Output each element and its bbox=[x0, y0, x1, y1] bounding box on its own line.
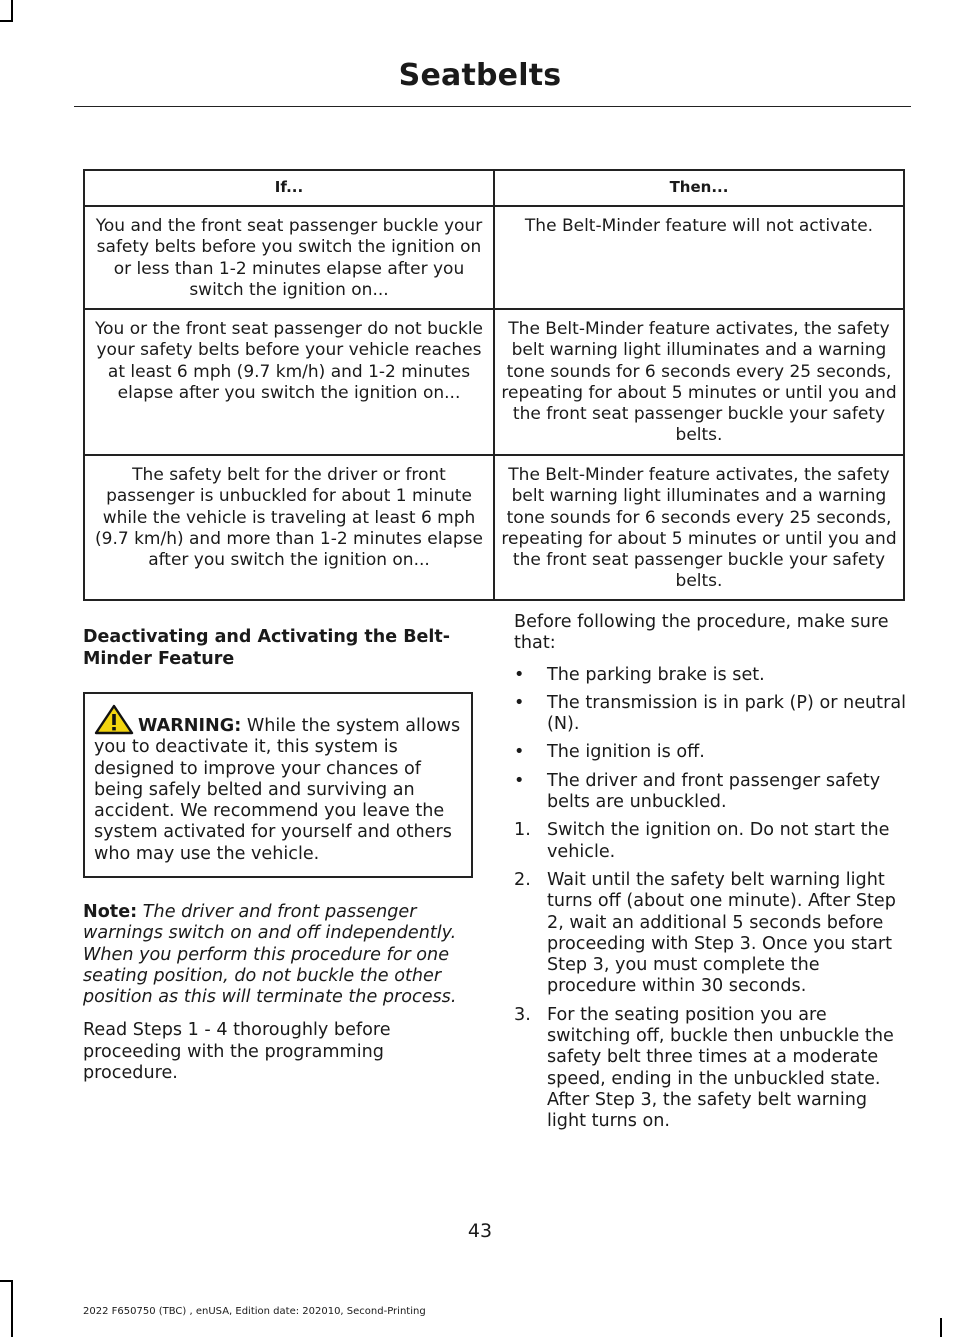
step-text: Switch the ignition on. Do not start the vehicle. bbox=[547, 820, 890, 862]
bullet-marker: • bbox=[514, 692, 525, 713]
crop-mark bbox=[940, 1318, 942, 1337]
list-item bbox=[514, 693, 908, 736]
table-header-row bbox=[84, 170, 904, 206]
note-text: The driver and front passenger warnings switch on and off independently. When you perform this procedure for one seating position, do not buckle the other position as this will terminate the process. bbox=[83, 902, 457, 1008]
bullet-marker: • bbox=[514, 770, 525, 791]
precondition-list bbox=[514, 665, 908, 814]
table-cell: The Belt-Minder feature will not activate. bbox=[494, 206, 904, 309]
table-header-then: Then... bbox=[494, 170, 904, 206]
table-row bbox=[84, 206, 904, 309]
note bbox=[83, 902, 473, 1008]
list-item-text: The transmission is in park (P) or neutral (N). bbox=[547, 692, 906, 735]
table-cell: You or the front seat passenger do not buckle your safety belts before your vehicle reaches at least 6 mph (9.7 km/h) and 1-2 minutes elapse after you switch the ignition on... bbox=[84, 309, 494, 455]
table-cell: The Belt-Minder feature activates, the safety belt warning light illuminates and a warning tone sounds for 6 seconds every 25 seconds, repeating for about 5 minutes or until you and the front seat passenger buckle your safety belts. bbox=[494, 455, 904, 600]
step-item bbox=[514, 1005, 908, 1133]
list-item bbox=[514, 742, 908, 763]
right-column bbox=[514, 612, 908, 1140]
title-divider bbox=[74, 106, 911, 107]
note-label: Note: bbox=[83, 902, 138, 922]
step-text: For the seating position you are switching off, buckle then unbuckle the safety belt three times at a moderate speed, ending in the unbuckled state. After Step 3, the safety belt warning light turns on. bbox=[547, 1004, 894, 1132]
step-number: 2. bbox=[514, 869, 531, 890]
warning-label: WARNING: bbox=[138, 716, 242, 736]
warning-text: While the system allows you to deactivate it, this system is designed to improve your chances of being safely belted and surviving an accident. We recommend you leave the system activated for yourself and others who may use the vehicle. bbox=[94, 716, 461, 864]
list-item-text: The parking brake is set. bbox=[547, 664, 765, 685]
table-cell: The Belt-Minder feature activates, the safety belt warning light illuminates and a warning tone sounds for 6 seconds every 25 seconds, repeating for about 5 minutes or until you and the front seat passenger buckle your safety belts. bbox=[494, 309, 904, 455]
intro-paragraph: Before following the procedure, make sure that: bbox=[514, 612, 889, 654]
page-number: 43 bbox=[467, 1220, 493, 1242]
left-column bbox=[83, 626, 473, 1084]
edition-footer: 2022 F650750 (TBC) , enUSA, Edition date: 202010, Second-Printing bbox=[83, 1306, 426, 1317]
table-row bbox=[84, 455, 904, 600]
table-header-if: If... bbox=[84, 170, 494, 206]
read-steps-paragraph: Read Steps 1 - 4 thoroughly before proceeding with the programming procedure. bbox=[83, 1020, 391, 1084]
table-row bbox=[84, 309, 904, 455]
step-number: 3. bbox=[514, 1004, 531, 1025]
step-number: 1. bbox=[514, 820, 531, 841]
bullet-marker: • bbox=[514, 664, 525, 685]
list-item-text: The ignition is off. bbox=[547, 742, 705, 763]
crop-mark bbox=[0, 1280, 13, 1282]
warning-triangle-icon bbox=[94, 704, 134, 735]
crop-mark bbox=[11, 0, 13, 20]
section-heading: Deactivating and Activating the Belt-Minder Feature bbox=[83, 627, 451, 669]
warning-box bbox=[83, 692, 473, 878]
page-title: Seatbelts bbox=[398, 58, 562, 93]
bullet-marker: • bbox=[514, 742, 525, 763]
crop-mark bbox=[11, 1280, 13, 1337]
crop-mark bbox=[0, 20, 13, 22]
procedure-steps bbox=[514, 820, 908, 1132]
step-item bbox=[514, 820, 908, 863]
step-item bbox=[514, 870, 908, 998]
table-cell: You and the front seat passenger buckle your safety belts before you switch the ignition on or less than 1-2 minutes elapse after you switch the ignition on... bbox=[84, 206, 494, 309]
belt-minder-table bbox=[83, 169, 905, 601]
table-cell: The safety belt for the driver or front passenger is unbuckled for about 1 minute while the vehicle is traveling at least 6 mph (9.7 km/h) and more than 1-2 minutes elapse after you switch the ignition on... bbox=[84, 455, 494, 600]
list-item bbox=[514, 771, 908, 814]
list-item-text: The driver and front passenger safety belts are unbuckled. bbox=[547, 770, 881, 813]
step-text: Wait until the safety belt warning light turns off (about one minute). After Step 2, wait an additional 5 seconds before proceeding with Step 3. Once you start Step 3, you must complete the procedure within 30 seconds. bbox=[547, 869, 896, 997]
list-item bbox=[514, 665, 908, 686]
